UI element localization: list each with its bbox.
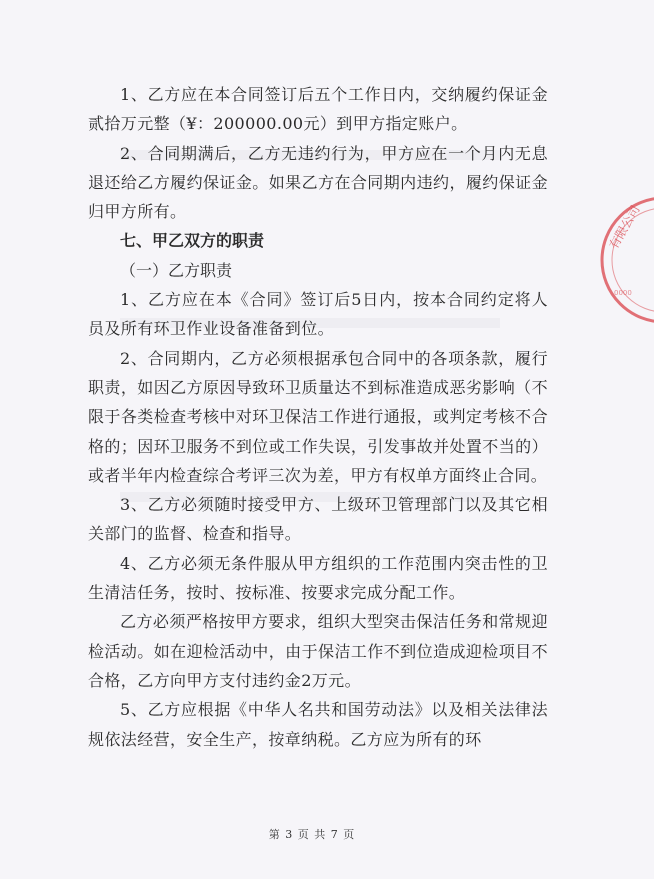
svg-text:有限公司: 有限公司 xyxy=(606,202,643,252)
paragraph-duty-2: 2、合同期内，乙方必须根据承包合同中的各项条款，履行职责，如因乙方原因导致环卫质量达不到标准造成恶劣影响（不限于各类检查考核中对环卫保洁工作进行通报，或判定考核不合格的；因环卫服务不到位或工作失误，引发事故并处置不当的）或者半年内检查综合考评三次为差，甲方有权单方面终止合同。 xyxy=(88,348,548,485)
paragraph-duty-3: 3、乙方必须随时接受甲方、上级环卫管理部门以及其它相关部门的监督、检查和指导。 xyxy=(88,495,548,544)
paragraph-deposit: 1、乙方应在本合同签订后五个工作日内，交纳履约保证金贰拾万元整（¥：200000.00元）到甲方指定账户。 xyxy=(88,85,548,134)
paragraph-duty-4b: 乙方必须严格按甲方要求，组织大型突击保洁任务和常规迎检活动。如在迎检活动中，由于保洁工作不到位造成迎检项目不合格，乙方向甲方支付违约金2万元。 xyxy=(88,612,548,690)
svg-text:0000: 0000 xyxy=(614,289,632,297)
document-body xyxy=(88,80,548,754)
page-number: 第 3 页 共 7 页 xyxy=(268,828,356,841)
paragraph-duty-5: 5、乙方应根据《中华人名共和国劳动法》以及相关法律法规依法经营，安全生产，按章纳税。乙方应为所有的环 xyxy=(88,700,548,749)
paragraph-duty-4: 4、乙方必须无条件服从甲方组织的工作范围内突击性的卫生清洁任务，按时、按标准、按要求完成分配工作。 xyxy=(88,553,548,603)
company-seal-icon xyxy=(594,180,654,340)
subsection-heading: （一）乙方职责 xyxy=(120,260,233,280)
section-heading: 七、甲乙双方的职责 xyxy=(120,231,265,251)
paragraph-deposit-refund: 2、合同期满后，乙方无违约行为，甲方应在一个月内无息退还给乙方履约保证金。如果乙方在合同期内违约，履约保证金归甲方所有。 xyxy=(88,143,548,222)
paragraph-duty-1: 1、乙方应在本《合同》签订后5日内，按本合同约定将人员及所有环卫作业设备准备到位。 xyxy=(88,290,548,339)
